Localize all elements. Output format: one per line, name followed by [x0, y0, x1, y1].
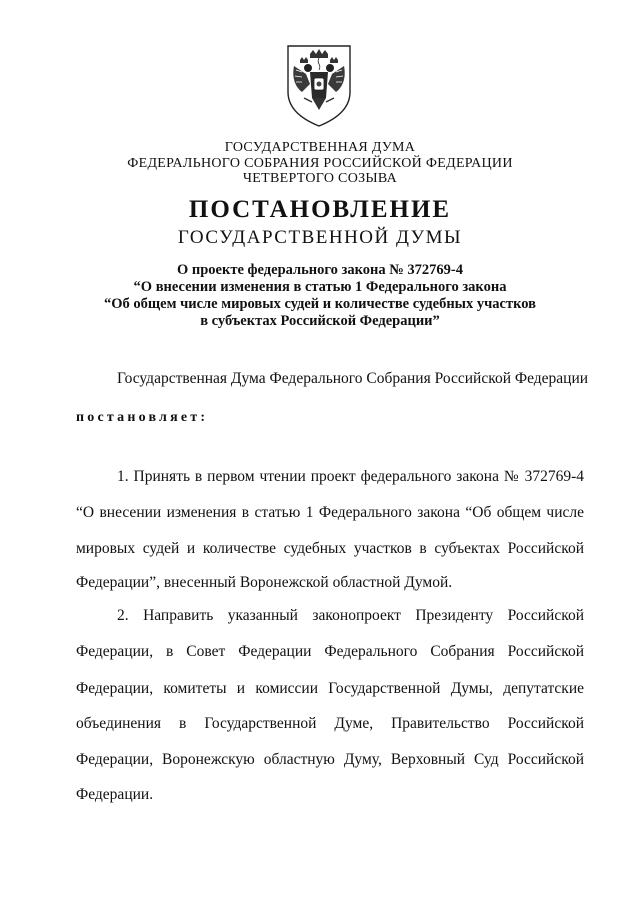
item-1-line-1: 1. Принять в первом чтении проект федерального закона № 372769-4 [117, 468, 584, 485]
item-2-line-6: Федерации. [76, 786, 154, 803]
bill-title-line-3: “Об общем числе мировых судей и количестве судебных участков [104, 296, 536, 312]
header-line-2: ФЕДЕРАЛЬНОГО СОБРАНИЯ РОССИЙСКОЙ ФЕДЕРАЦИИ [127, 156, 513, 171]
item-2-line-2: Федерации, в Совет Федерации Федерального Собрания Российской [76, 643, 584, 660]
header-line-1: ГОСУДАРСТВЕННАЯ ДУМА [224, 140, 416, 155]
item-2-line-5: Федерации, Воронежскую областную Думу, Верховный Суд Российской [76, 751, 584, 768]
item-2-line-3: Федерации, комитеты и комиссии Государственной Думы, депутатские [76, 680, 584, 697]
item-2-line-1: 2. Направить указанный законопроект Президенту Российской [117, 607, 584, 624]
item-1-line-4: Федерации”, внесенный Воронежской областной Думой. [76, 574, 453, 591]
item-2-line-4: объединения в Государственной Думе, Правительство Российской [76, 715, 584, 732]
document-subtitle: ГОСУДАРСТВЕННОЙ ДУМЫ [177, 227, 463, 248]
coat-of-arms-emblem [282, 40, 356, 128]
item-1-line-3: мировых судей и количестве судебных участков в субъектах Российской [76, 540, 584, 557]
decree-word: постановляет: [76, 410, 209, 425]
bill-title-line-2: “О внесении изменения в статью 1 Федерального закона [133, 279, 507, 295]
preamble-text: Государственная Дума Федерального Собрания Российской Федерации [117, 370, 589, 387]
header-line-3: ЧЕТВЕРТОГО СОЗЫВА [242, 171, 398, 186]
document-title: ПОСТАНОВЛЕНИЕ [188, 196, 452, 223]
bill-title-line-4: в субъектах Российской Федерации” [200, 313, 440, 329]
item-1-line-2: “О внесении изменения в статью 1 Федерального закона “Об общем числе [76, 504, 584, 521]
bill-title-line-1: О проекте федерального закона № 372769-4 [176, 262, 464, 278]
